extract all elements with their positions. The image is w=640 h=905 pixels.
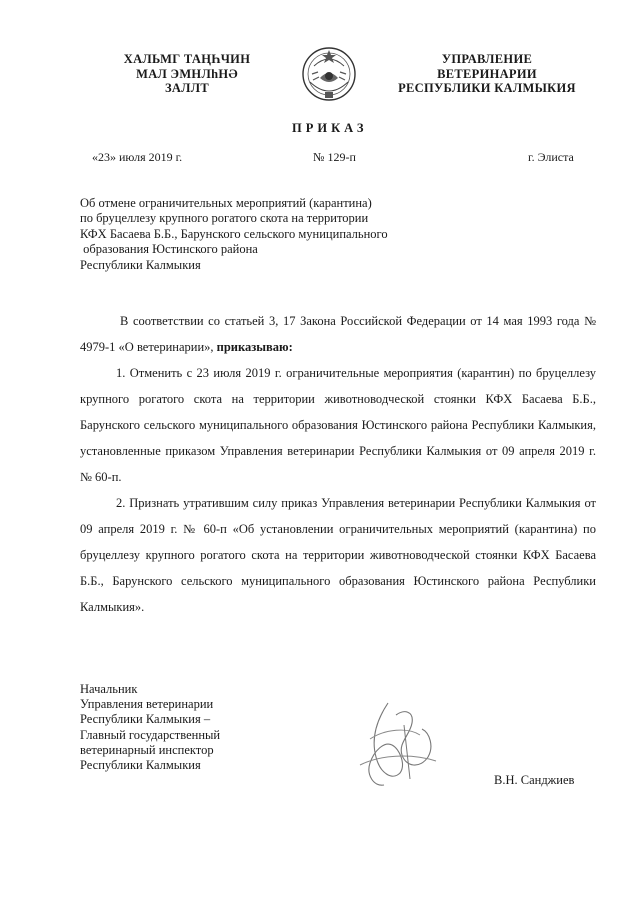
order-city: г. Элиста [528,150,574,164]
document-title: ПРИКАЗ [292,121,368,135]
order-subject [80,196,440,273]
subject-line: образования Юстинского района [80,242,258,257]
header-right-line: РЕСПУБЛИКИ КАЛМЫКИЯ [398,81,576,95]
order-number: № 129-п [313,150,356,164]
position-line: Республики Калмыкия – [80,712,211,727]
header-right [382,52,592,96]
header-left [92,52,282,96]
signatory-name: В.Н. Санджиев [494,773,575,787]
header-left-line: МАЛ ЭМНЛһНӘ [136,66,238,81]
header-left-line: ЗАЛЛТ [164,81,210,95]
header-left-line: ХАЛЬМГ ТАҢҺЧИН [123,52,251,66]
subject-line: Об отмене ограничительных мероприятий (карантина) [80,196,372,210]
signatory-position [80,682,300,773]
position-line: Начальник [80,682,138,696]
header-right-line: УПРАВЛЕНИЕ [441,52,533,66]
order-date: «23» июля 2019 г. [92,150,183,164]
subject-line: по бруцеллезу крупного рогатого скота на территории [80,211,369,226]
subject-line: КФХ Басаева Б.Б., Барунского сельского муниципального [80,226,388,241]
body-intro-command: приказываю: [216,340,293,354]
handwritten-signature [340,695,450,795]
subject-line: Республики Калмыкия [80,257,201,272]
position-line: Республики Калмыкия [80,758,201,773]
position-line: Главный государственный [80,727,221,742]
body-item-2: 2. Признать утратившим силу приказ Управления ветеринарии Республики Калмыкия от 09 апреля 2019 г. № 60-п «Об установлении ограничительных мероприятий (карантина) по бруцеллезу крупного рогатого скота на территории животноводческой стоянки КФХ Басаева Б.Б., Барунского сельского муниципального образования Юстинского района Республики Калмыкия». [80,496,596,614]
position-line: Управления ветеринарии [80,697,214,712]
body-intro [80,308,596,360]
body-intro-text: В соответствии со статьей 3, 17 Закона Российской Федерации от 14 мая 1993 года № 4979-1 «О ветеринарии», [80,314,596,354]
kalmykia-emblem-icon [300,42,358,104]
header-right-line: ВЕТЕРИНАРИИ [437,66,537,81]
position-line: ветеринарный инспектор [80,742,214,757]
body-item-1: 1. Отменить с 23 июля 2019 г. ограничительные мероприятия (карантин) по бруцеллезу крупного рогатого скота на территории животноводческой стоянки КФХ Басаева Б.Б., Барунского сельского муниципального образования Юстинского района Республики Калмыкия, установленные приказом Управления ветеринарии Республики Калмыкия от 09 апреля 2019 г. № 60-п. [80,366,596,484]
